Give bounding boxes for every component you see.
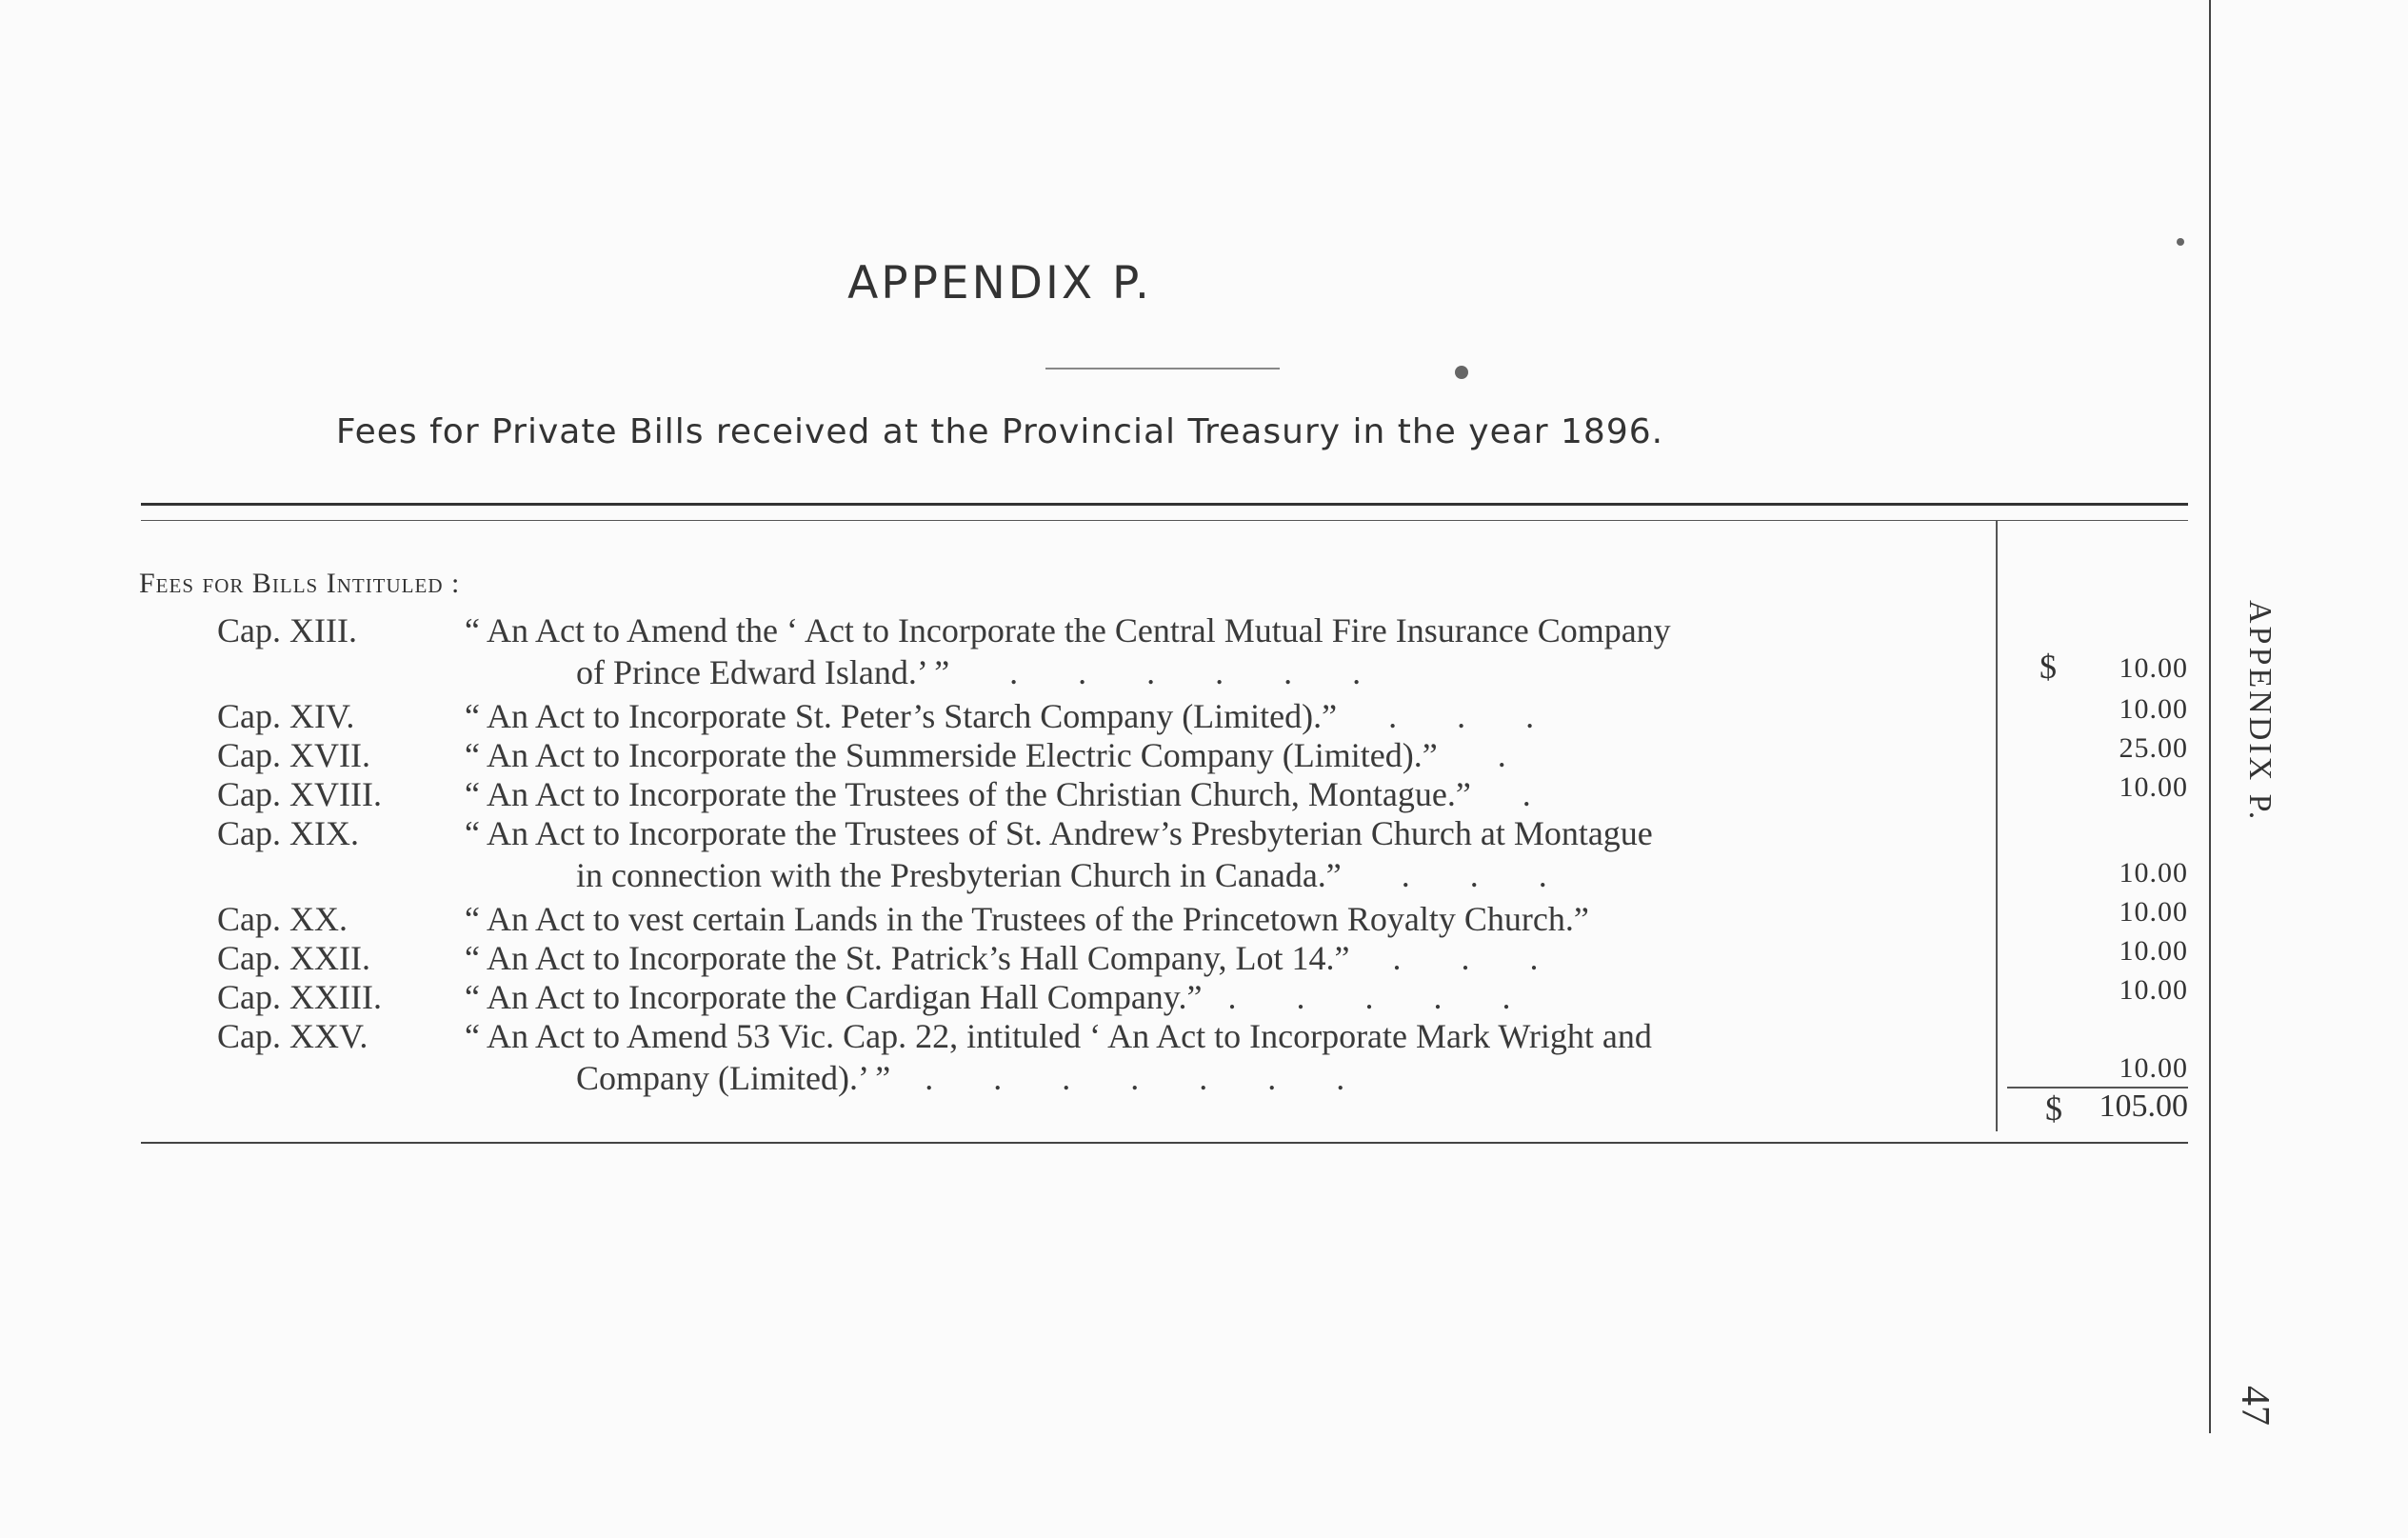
bill-title-line: “ An Act to Incorporate the Trustees of St. Andrew’s Presbyterian Church at Montague xyxy=(465,814,1653,852)
fee-value: 10.00 xyxy=(2119,974,2188,1006)
table-top-rule-thin xyxy=(141,520,2188,521)
total-currency-symbol: $ xyxy=(2045,1089,2062,1128)
fee-amount xyxy=(2007,648,2188,686)
ink-speck xyxy=(2177,238,2184,246)
fee-value: 10.00 xyxy=(2119,693,2188,725)
cap-number: Cap. XXII. xyxy=(217,939,370,977)
currency-symbol: $ xyxy=(2040,648,2058,686)
page-number: 47 xyxy=(2233,1386,2277,1426)
fee-value: 10.00 xyxy=(2119,896,2188,928)
fee-value: 10.00 xyxy=(2119,1052,2188,1084)
running-head: APPENDIX P. xyxy=(2242,600,2278,823)
section-label: Fees for Bills Intituled : xyxy=(139,568,461,599)
bill-title-line: “ An Act to Incorporate the Cardigan Hall Company.” . . . . . xyxy=(465,978,1511,1016)
page-edge-rule xyxy=(2209,0,2211,1433)
bill-title-line: Company (Limited).’ ” . . . . . . . xyxy=(576,1059,1345,1097)
fee-amount xyxy=(2007,732,2188,765)
bill-title-line: “ An Act to Amend 53 Vic. Cap. 22, intituled ‘ An Act to Incorporate Mark Wright and xyxy=(465,1017,1652,1055)
table-subtitle: Fees for Private Bills received at the Provincial Treasury in the year 1896. xyxy=(335,412,1664,451)
bill-title-line: “ An Act to Incorporate St. Peter’s Starch Company (Limited).” . . . xyxy=(465,697,1535,735)
fee-amount xyxy=(2007,771,2188,804)
fee-amount xyxy=(2007,974,2188,1007)
ink-speck xyxy=(1455,366,1468,379)
fee-amount xyxy=(2007,1052,2188,1085)
cap-number: Cap. XXIII. xyxy=(217,978,382,1016)
bill-title-line: “ An Act to Incorporate the Summerside Electric Company (Limited).” . xyxy=(465,736,1506,774)
fee-amount xyxy=(2007,857,2188,889)
cap-number: Cap. XX. xyxy=(217,900,348,938)
cap-number: Cap. XIV. xyxy=(217,697,355,735)
bill-title-line: “ An Act to Incorporate the St. Patrick’s Hall Company, Lot 14.” . . . xyxy=(465,939,1539,977)
bill-title-line: “ An Act to Incorporate the Trustees of the Christian Church, Montague.” . xyxy=(465,775,1531,813)
total-value: 105.00 xyxy=(2099,1089,2188,1124)
table-top-rule xyxy=(141,503,2188,506)
cap-number: Cap. XVII. xyxy=(217,736,370,774)
cap-number: Cap. XXV. xyxy=(217,1017,368,1055)
fee-amount xyxy=(2007,693,2188,726)
bill-title-line: in connection with the Presbyterian Church in Canada.” . . . xyxy=(576,856,1547,894)
fee-value: 10.00 xyxy=(2119,935,2188,967)
fee-value: 10.00 xyxy=(2119,652,2188,684)
fee-value: 10.00 xyxy=(2119,857,2188,889)
fee-value: 10.00 xyxy=(2119,771,2188,803)
heading-divider xyxy=(1045,368,1280,370)
bill-title-line: of Prince Edward Island.’ ” . . . . . . xyxy=(576,653,1362,691)
bill-title-line: “ An Act to Amend the ‘ Act to Incorporate the Central Mutual Fire Insurance Company xyxy=(465,611,1671,649)
cap-number: Cap. XVIII. xyxy=(217,775,382,813)
fee-value: 25.00 xyxy=(2119,732,2188,764)
bill-title-line: “ An Act to vest certain Lands in the Trustees of the Princetown Royalty Church.” xyxy=(465,900,1589,938)
appendix-heading: APPENDIX P. xyxy=(847,257,1152,310)
cap-number: Cap. XIII. xyxy=(217,611,357,649)
amount-column-rule xyxy=(1996,520,1998,1131)
table-bottom-rule xyxy=(141,1142,2188,1144)
total-amount xyxy=(2007,1089,2188,1128)
fee-amount xyxy=(2007,935,2188,968)
fee-amount xyxy=(2007,896,2188,929)
cap-number: Cap. XIX. xyxy=(217,814,359,852)
